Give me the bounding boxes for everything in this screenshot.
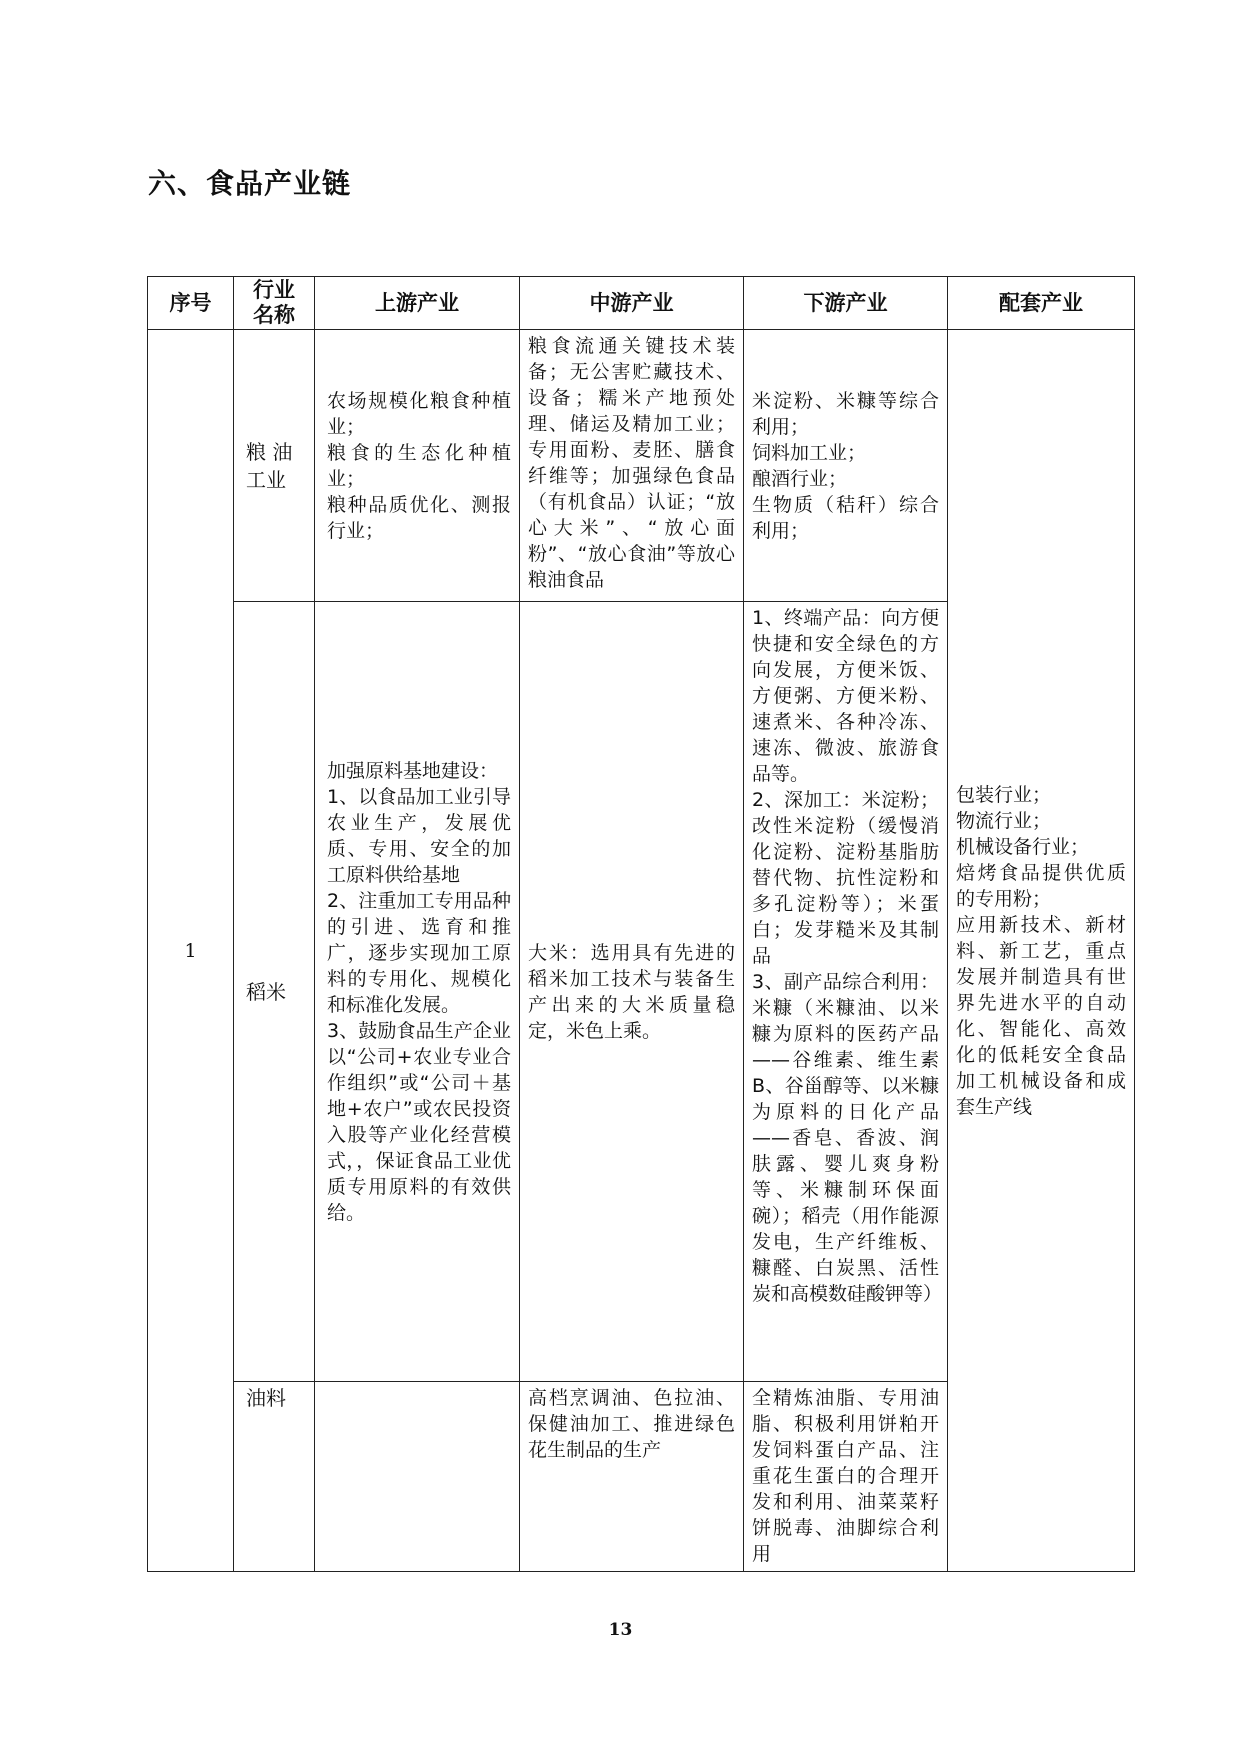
header-industry-label: 行业 名称 bbox=[253, 278, 295, 327]
header-no: 序号 bbox=[148, 277, 234, 330]
upstream-text: 农场规模化粮食种植业； 粮食的生态化种植业； 粮种品质优化、测报行业； bbox=[327, 389, 511, 542]
table-header-row bbox=[148, 277, 1135, 330]
downstream-text: 全精炼油脂、专用油脂、积极利用饼粕开发饲料蛋白产品、注重花生蛋白的合理开发和利用、油菜菜籽饼脱毒、油脚综合利用 bbox=[752, 1387, 939, 1565]
industry-cell bbox=[234, 1382, 315, 1572]
table-row bbox=[148, 330, 1135, 602]
page-number: 13 bbox=[608, 1620, 633, 1640]
industry-cell bbox=[234, 330, 315, 602]
midstream-cell bbox=[520, 1382, 744, 1572]
header-upstream: 上游产业 bbox=[315, 277, 520, 330]
upstream-text bbox=[315, 1382, 519, 1388]
industry-name: 稻米 bbox=[246, 979, 286, 1004]
header-downstream: 下游产业 bbox=[744, 277, 948, 330]
row-number: 1 bbox=[184, 939, 197, 962]
midstream-text: 高档烹调油、色拉油、保健油加工、推进绿色花生制品的生产 bbox=[528, 1387, 735, 1461]
row-number-cell bbox=[148, 330, 234, 1572]
upstream-text: 加强原料基地建设： 1、以食品加工业引导农业生产，发展优质、专用、安全的加工原料供给基地 2、注重加工专用品种的引进、选育和推广，逐步实现加工原料的专用化、规模化和标准化发展。 3、鼓励食品生产企业以“公司+农业专业合作组织”或“公司＋基地+农户”或农民投资入股等产业化经营模式，，保证食品工业优质专用原料的有效供给。 bbox=[327, 759, 511, 1224]
header-midstream: 中游产业 bbox=[520, 277, 744, 330]
industry-cell bbox=[234, 602, 315, 1382]
midstream-text: 粮食流通关键技术装备；无公害贮藏技术、设备；糯米产地预处理、储运及精加工业；专用面粉、麦胚、膳食纤维等；加强绿色食品（有机食品）认证；“放心大米”、“放心面粉”、“放心食油”等放心粮油食品 bbox=[528, 335, 735, 591]
upstream-cell bbox=[315, 1382, 520, 1572]
industry-name: 油料 bbox=[246, 1386, 286, 1410]
food-industry-chain-table bbox=[147, 276, 1135, 1572]
upstream-cell bbox=[315, 330, 520, 602]
supporting-cell bbox=[948, 330, 1135, 1572]
industry-name: 粮 油 工业 bbox=[246, 439, 293, 492]
page-title: 六、食品产业链 bbox=[148, 167, 352, 200]
upstream-cell bbox=[315, 602, 520, 1382]
midstream-text: 大米：选用具有先进的稻米加工技术与装备生产出来的大米质量稳定，米色上乘。 bbox=[528, 941, 735, 1042]
downstream-cell bbox=[744, 602, 948, 1382]
downstream-cell bbox=[744, 1382, 948, 1572]
downstream-text: 米淀粉、米糠等综合利用； 饲料加工业； 酿酒行业； 生物质（秸秆）综合利用； bbox=[752, 389, 939, 542]
downstream-text: 1、终端产品：向方便快捷和安全绿色的方向发展，方便米饭、方便粥、方便米粉、速煮米、各种冷冻、速冻、微波、旅游食品等。 2、深加工：米淀粉；改性米淀粉（缓慢消化淀粉、淀粉基脂肪替代物、抗性淀粉和多孔淀粉等）；米蛋白；发芽糙米及其制品 3、副产品综合利用：米糠（米糠油、以米糠为原料的医药产品——谷维素、维生素B、谷甾醇等、以米糠为原料的日化产品——香皂、香波、润肤露、婴儿爽身粉等、米糠制环保面碗）；稻壳（用作能源发电，生产纤维板、糠醛、白炭黑、活性炭和高模数硅酸钾等） bbox=[752, 607, 943, 1305]
midstream-cell bbox=[520, 602, 744, 1382]
supporting-text: 包装行业； 物流行业； 机械设备行业； 焙烤食品提供优质的专用粉； 应用新技术、新材料、新工艺，重点发展并制造具有世界先进水平的自动化、智能化、高效化的低耗安全食品加工机械设备和成套生产线 bbox=[956, 783, 1126, 1118]
header-supporting: 配套产业 bbox=[948, 277, 1135, 330]
downstream-cell bbox=[744, 330, 948, 602]
midstream-cell bbox=[520, 330, 744, 602]
header-industry bbox=[234, 277, 315, 330]
